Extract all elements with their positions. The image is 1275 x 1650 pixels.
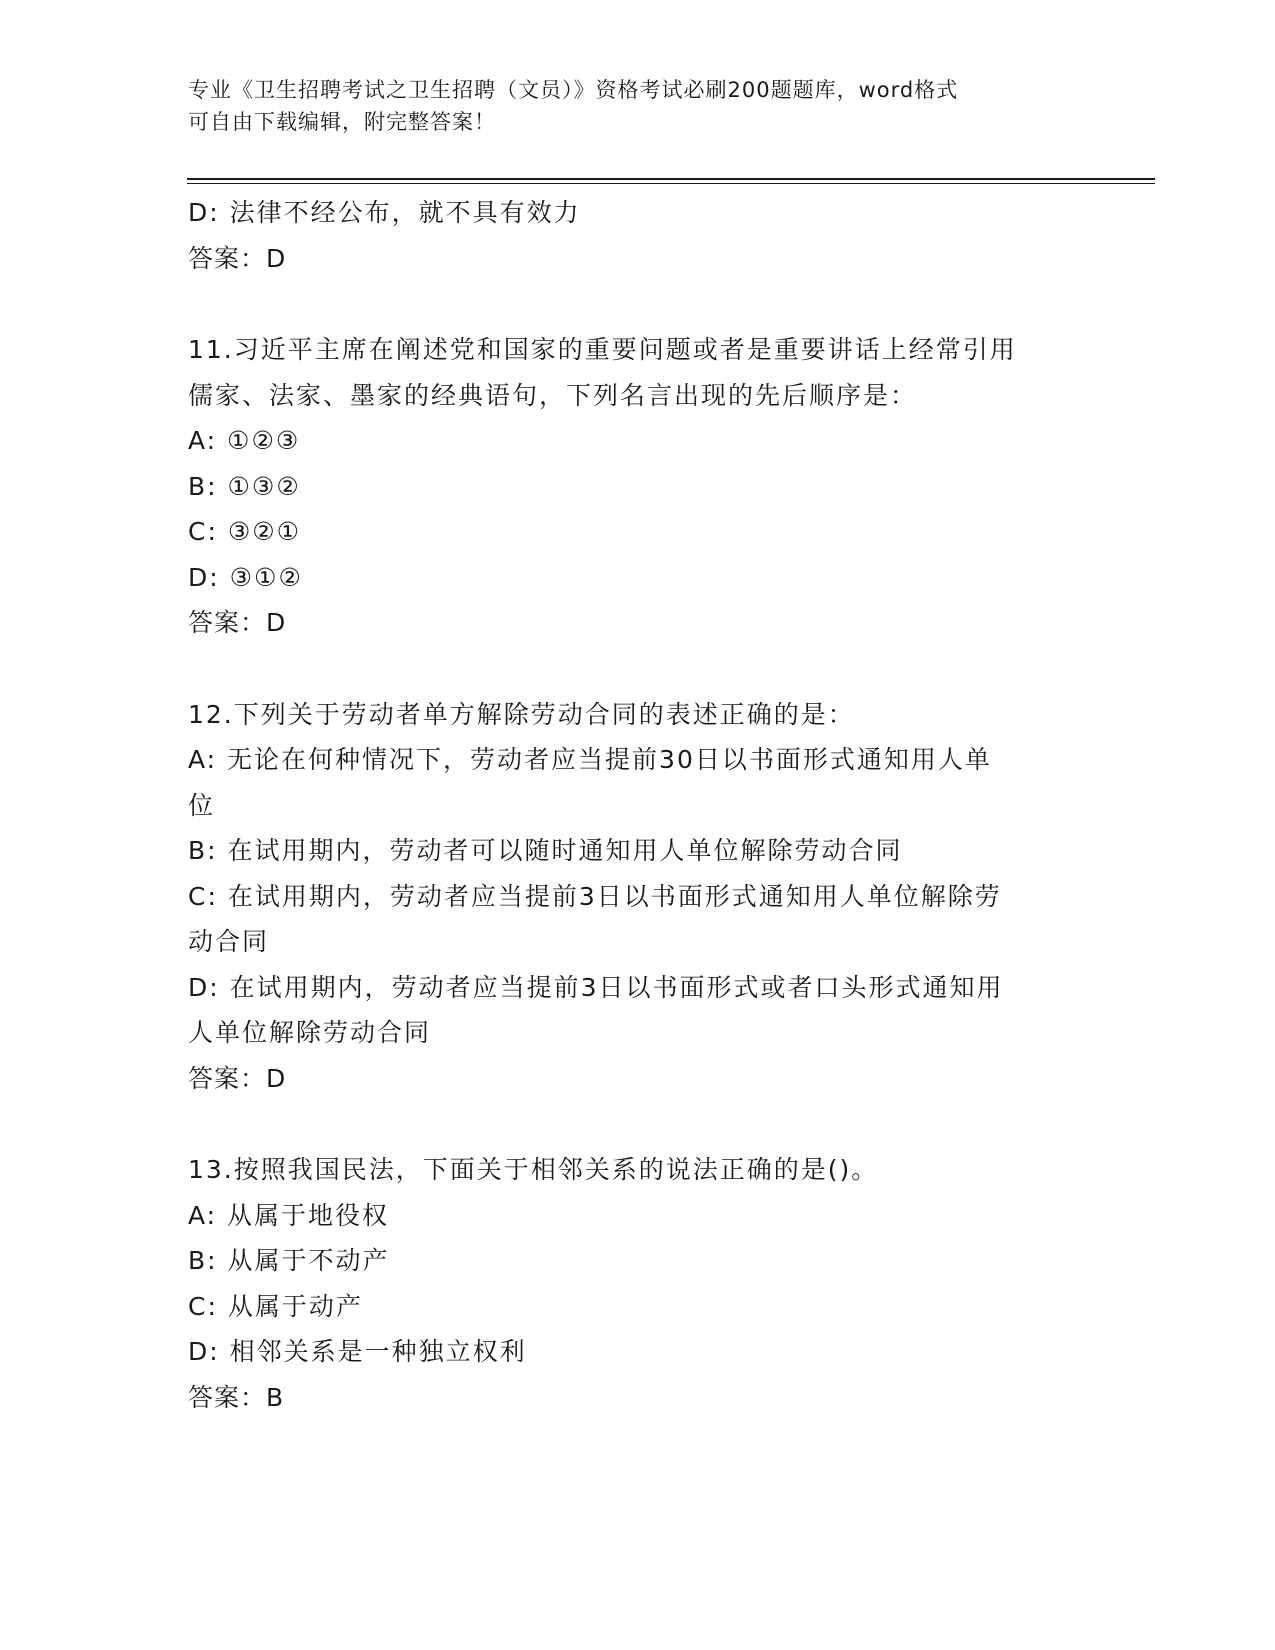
question-list	[188, 190, 1068, 1420]
option-c: C: 在试用期内，劳动者应当提前3日以书面形式通知用人单位解除劳	[188, 881, 1002, 911]
option-a: A: ①②③	[188, 426, 301, 455]
question-stem: 12.下列关于劳动者单方解除劳动合同的表述正确的是：	[188, 699, 855, 729]
header-line-1: 专业《卫生招聘考试之卫生招聘（文员）》资格考试必刷200题题库，word格式	[188, 78, 959, 102]
option-c: C: 从属于动产	[188, 1291, 363, 1321]
spacer	[188, 646, 1068, 692]
answer: 答案：B	[188, 1382, 285, 1412]
document-header	[188, 74, 1068, 138]
header-rule-thin	[187, 183, 1155, 184]
spacer	[188, 1101, 1068, 1147]
spacer	[188, 281, 1068, 327]
question-stem: 11.习近平主席在阐述党和国家的重要问题或者是重要讲话上经常引用	[188, 335, 1017, 364]
option-a: A: 无论在何种情况下，劳动者应当提前30日以书面形式通知用人单	[188, 745, 992, 774]
question-11	[188, 327, 1068, 646]
option-c: C: ③②①	[188, 517, 302, 546]
answer: 答案：D	[188, 1063, 287, 1093]
option-a-continued: 位	[188, 790, 216, 820]
option-c-continued: 动合同	[188, 927, 270, 956]
option-d: D: 法律不经公布，就不具有效力	[188, 198, 581, 227]
header-line-2: 可自由下载编辑，附完整答案！	[188, 110, 496, 134]
option-d: D: ③①②	[188, 562, 303, 592]
question-13	[188, 1147, 1068, 1420]
option-b: B: 从属于不动产	[188, 1246, 390, 1275]
option-d-continued: 人单位解除劳动合同	[188, 1018, 432, 1047]
question-12	[188, 692, 1068, 1102]
option-b: B: 在试用期内，劳动者可以随时通知用人单位解除劳动合同	[188, 836, 903, 865]
question-stem-continued: 儒家、法家、墨家的经典语句，下列名言出现的先后顺序是：	[188, 380, 918, 410]
question-stem: 13.按照我国民法，下面关于相邻关系的说法正确的是()。	[188, 1155, 879, 1184]
header-rule-thick	[187, 178, 1155, 180]
option-d: D: 相邻关系是一种独立权利	[188, 1337, 527, 1366]
option-b: B: ①③②	[188, 471, 301, 501]
option-d: D: 在试用期内，劳动者应当提前3日以书面形式或者口头形式通知用	[188, 972, 1004, 1002]
option-a: A: 从属于地役权	[188, 1200, 390, 1230]
answer: 答案：D	[188, 243, 287, 273]
answer: 答案：D	[188, 608, 287, 637]
question-10-tail	[188, 190, 1068, 281]
